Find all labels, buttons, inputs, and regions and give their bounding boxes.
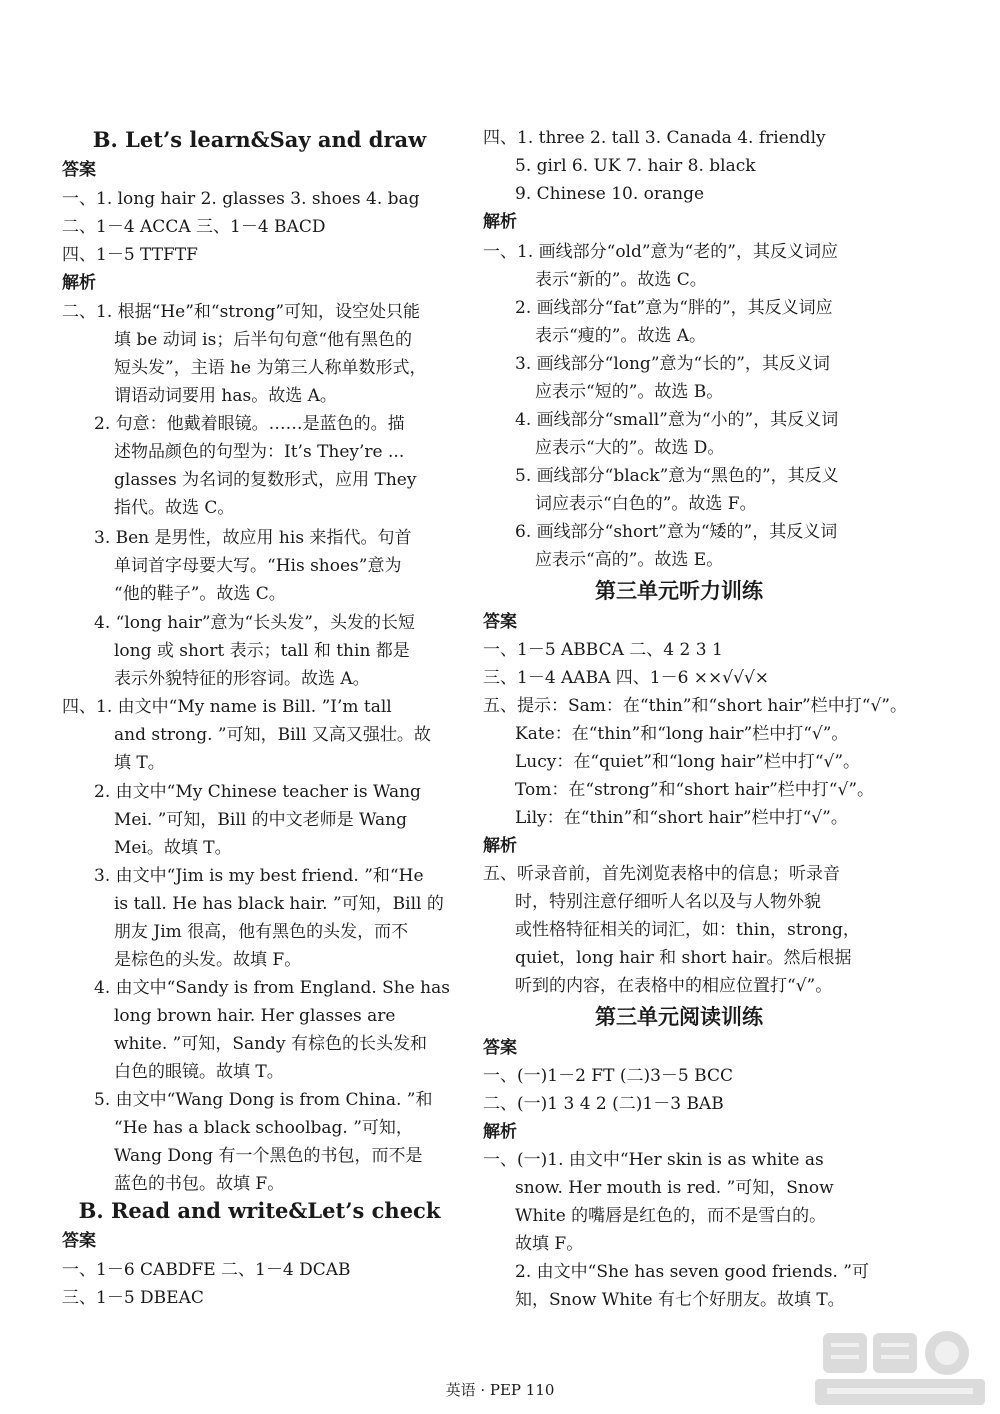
analysis-line: 3. 由文中“Jim is my best friend. ”和“He bbox=[94, 866, 424, 886]
answer-line: 5. girl 6. UK 7. hair 8. black bbox=[515, 156, 756, 176]
analysis-line: 表示外貌特征的形容词。故选 A。 bbox=[114, 669, 370, 689]
section-title-learn-say-draw: B. Let’s learn&Say and draw bbox=[92, 127, 427, 152]
analysis-line: 填 be 动词 is；后半句句意“他有黑色的 bbox=[114, 330, 413, 350]
answer-line: 9. Chinese 10. orange bbox=[515, 184, 705, 204]
analysis-line: 或性格特征相关的词汇，如：thin，strong， bbox=[515, 920, 860, 940]
analysis-line: 述物品颜色的句型为：It’s They’re ... bbox=[114, 442, 405, 462]
analysis-line: 是棕色的头发。故填 F。 bbox=[114, 950, 302, 970]
answer-line: 一、1－5 ABBCA 二、4 2 3 1 bbox=[483, 640, 723, 660]
answer-line: 五、提示：Sam：在“thin”和“short hair”栏中打“√”。 bbox=[483, 696, 907, 716]
page-footer: 英语 · PEP 110 bbox=[445, 1381, 555, 1399]
analysis-line: 二、1. 根据“He”和“strong”可知，设空处只能 bbox=[62, 302, 421, 322]
answer-line: 三、1－4 AABA 四、1－6 ××√√√× bbox=[483, 668, 770, 688]
answer-label: 答案 bbox=[483, 1038, 517, 1058]
analysis-line: 故填 F。 bbox=[515, 1234, 584, 1254]
answer-line: Kate：在“thin”和“long hair”栏中打“√”。 bbox=[515, 724, 849, 744]
analysis-line: snow. Her mouth is red. ”可知，Snow bbox=[515, 1178, 834, 1198]
section-title-reading: 第三单元阅读训练 bbox=[595, 1004, 763, 1029]
analysis-line: 2. 由文中“She has seven good friends. ”可 bbox=[515, 1262, 869, 1282]
analysis-line: 词应表示“白色的”。故选 F。 bbox=[535, 494, 757, 514]
answer-label: 答案 bbox=[62, 1231, 96, 1251]
analysis-line: White 的嘴唇是红色的，而不是雪白的。 bbox=[515, 1206, 827, 1226]
analysis-line: 听到的内容，在表格中的相应位置打“√”。 bbox=[515, 976, 833, 996]
answer-line: 四、1. three 2. tall 3. Canada 4. friendly bbox=[483, 128, 826, 148]
analysis-line: 4. 由文中“Sandy is from England. She has bbox=[94, 978, 450, 998]
analysis-line: 应表示“大的”。故选 D。 bbox=[535, 438, 725, 458]
section-title-read-write-check: B. Read and write&Let’s check bbox=[78, 1198, 441, 1223]
analysis-line: 填 T。 bbox=[114, 753, 165, 773]
answer-line: 一、(一)1－2 FT (二)3－5 BCC bbox=[483, 1066, 733, 1086]
analysis-line: 时，特别注意仔细听人名以及与人物外貌 bbox=[515, 892, 821, 912]
answer-line: Lucy：在“quiet”和“long hair”栏中打“√”。 bbox=[515, 752, 861, 772]
analysis-line: 2. 句意：他戴着眼镜。……是蓝色的。描 bbox=[94, 414, 405, 434]
analysis-line: Mei. ”可知，Bill 的中文老师是 Wang bbox=[114, 810, 407, 830]
analysis-line: long brown hair. Her glasses are bbox=[114, 1006, 396, 1026]
analysis-line: 2. 由文中“My Chinese teacher is Wang bbox=[94, 782, 421, 802]
analysis-line: and strong. ”可知，Bill 又高又强壮。故 bbox=[114, 725, 431, 745]
analysis-line: 五、听录音前，首先浏览表格中的信息；听录音 bbox=[483, 864, 840, 884]
answer-line: Lily：在“thin”和“short hair”栏中打“√”。 bbox=[515, 808, 848, 828]
analysis-line: 应表示“短的”。故选 B。 bbox=[535, 382, 724, 402]
analysis-line: “他的鞋子”。故选 C。 bbox=[114, 584, 286, 604]
analysis-line: 2. 画线部分“fat”意为“胖的”，其反义词应 bbox=[515, 298, 833, 318]
analysis-line: white. ”可知，Sandy 有棕色的长头发和 bbox=[114, 1034, 427, 1054]
analysis-line: 一、(一)1. 由文中“Her skin is as white as bbox=[483, 1150, 824, 1170]
answer-label: 答案 bbox=[62, 160, 96, 180]
analysis-line: 指代。故选 C。 bbox=[114, 498, 235, 518]
analysis-label: 解析 bbox=[483, 1122, 517, 1142]
analysis-line: 5. 由文中“Wang Dong is from China. ”和 bbox=[94, 1090, 433, 1110]
answer-line: 二、(一)1 3 4 2 (二)1－3 BAB bbox=[483, 1094, 724, 1114]
analysis-line: 单词首字母要大写。“His shoes”意为 bbox=[114, 556, 402, 576]
analysis-label: 解析 bbox=[483, 212, 517, 232]
answer-line: 二、1－4 ACCA 三、1－4 BACD bbox=[62, 217, 326, 237]
analysis-label: 解析 bbox=[483, 836, 517, 856]
answer-line: 一、1－6 CABDFE 二、1－4 DCAB bbox=[62, 1260, 351, 1280]
analysis-line: 5. 画线部分“black”意为“黑色的”，其反义 bbox=[515, 466, 839, 486]
answer-line: Tom：在“strong”和“short hair”栏中打“√”。 bbox=[515, 780, 875, 800]
analysis-line: 3. Ben 是男性，故应用 his 来指代。句首 bbox=[94, 528, 412, 548]
analysis-line: 白色的眼镜。故填 T。 bbox=[114, 1062, 284, 1082]
watermark-logo bbox=[805, 1325, 995, 1410]
analysis-line: 一、1. 画线部分“old”意为“老的”，其反义词应 bbox=[483, 242, 838, 262]
answer-line: 三、1－5 DBEAC bbox=[62, 1288, 204, 1308]
analysis-line: 4. 画线部分“small”意为“小的”，其反义词 bbox=[515, 410, 839, 430]
analysis-line: 4. “long hair”意为“长头发”，头发的长短 bbox=[94, 613, 415, 633]
analysis-line: 四、1. 由文中“My name is Bill. ”I’m tall bbox=[62, 697, 392, 717]
analysis-line: 蓝色的书包。故填 F。 bbox=[114, 1174, 285, 1194]
analysis-line: 短头发”，主语 he 为第三人称单数形式， bbox=[114, 358, 427, 378]
analysis-line: glasses 为名词的复数形式，应用 They bbox=[114, 470, 417, 490]
analysis-line: 知，Snow White 有七个好朋友。故填 T。 bbox=[515, 1290, 845, 1310]
analysis-line: long 或 short 表示；tall 和 thin 都是 bbox=[114, 641, 410, 661]
answer-line: 一、1. long hair 2. glasses 3. shoes 4. bag bbox=[62, 189, 420, 209]
analysis-line: 3. 画线部分“long”意为“长的”，其反义词 bbox=[515, 354, 830, 374]
analysis-line: “He has a black schoolbag. ”可知， bbox=[114, 1118, 413, 1138]
analysis-line: 6. 画线部分“short”意为“矮的”，其反义词 bbox=[515, 522, 838, 542]
analysis-line: 应表示“高的”。故选 E。 bbox=[535, 550, 724, 570]
analysis-line: 表示“新的”。故选 C。 bbox=[535, 270, 707, 290]
answer-line: 四、1－5 TTFTF bbox=[62, 245, 198, 265]
analysis-line: Mei。故填 T。 bbox=[114, 838, 232, 858]
analysis-label: 解析 bbox=[62, 273, 96, 293]
analysis-line: quiet，long hair 和 short hair。然后根据 bbox=[515, 948, 852, 968]
analysis-line: 谓语动词要用 has。故选 A。 bbox=[114, 386, 337, 406]
analysis-line: 表示“瘦的”。故选 A。 bbox=[535, 326, 707, 346]
answer-label: 答案 bbox=[483, 612, 517, 632]
analysis-line: is tall. He has black hair. ”可知，Bill 的 bbox=[114, 894, 444, 914]
analysis-line: 朋友 Jim 很高，他有黑色的头发，而不 bbox=[114, 922, 409, 942]
analysis-line: Wang Dong 有一个黑色的书包，而不是 bbox=[114, 1146, 423, 1166]
section-title-listening: 第三单元听力训练 bbox=[595, 578, 763, 603]
